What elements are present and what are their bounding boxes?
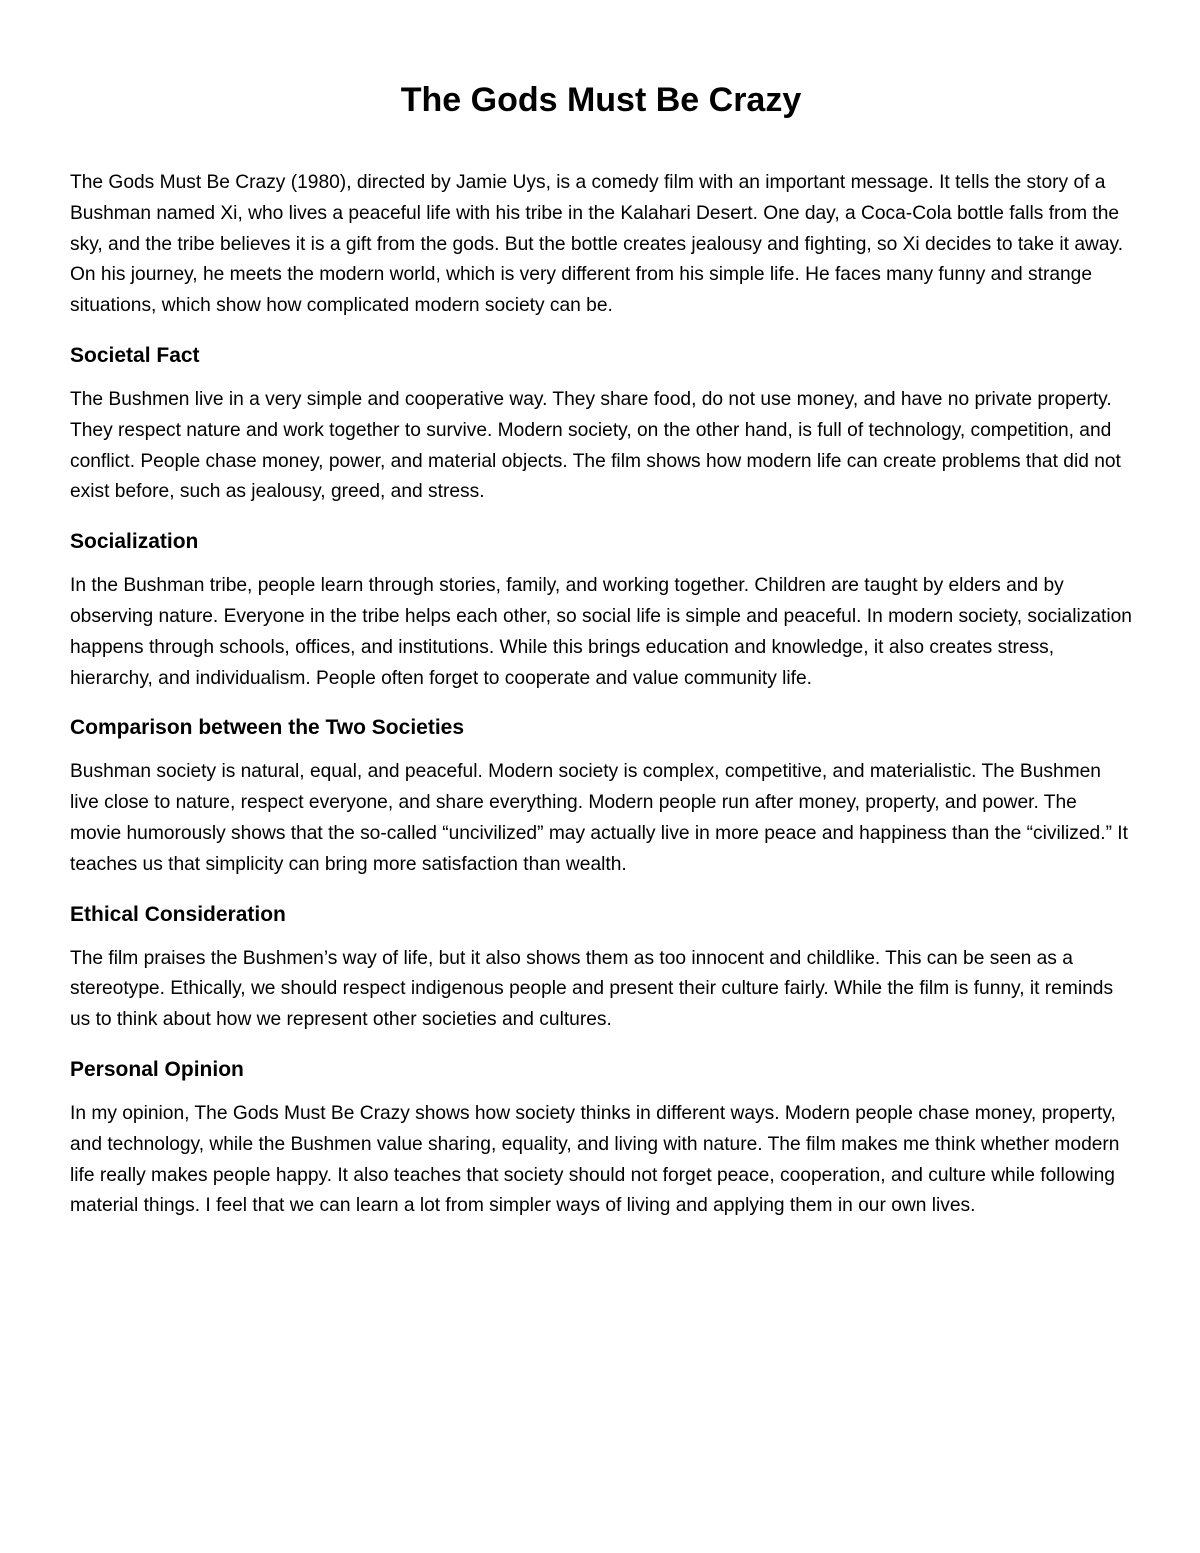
section-body-ethical-consideration: The film praises the Bushmen’s way of life, but it also shows them as too innocent and childlike. This can be seen as a stereotype. Ethically, we should respect indigenous people and present their culture fairly. While the film is funny, it reminds us to think about how we represent other societies and cultures. — [70, 947, 1114, 1031]
document-page — [70, 70, 1132, 1222]
intro-paragraph: The Gods Must Be Crazy (1980), directed by Jamie Uys, is a comedy film with an important message. It tells the story of a Bushman named Xi, who lives a peaceful life with his tribe in the Kalahari Desert. One day, a Coca-Cola bottle falls from the sky, and the tribe believes it is a gift from the gods. But the bottle creates jealousy and fighting, so Xi decides to take it away. On his journey, he meets the modern world, which is very different from his simple life. He faces many funny and strange situations, which show how complicated modern society can be. — [70, 172, 1124, 317]
section-body-societal-fact: The Bushmen live in a very simple and cooperative way. They share food, do not use money, and have no private property. They respect nature and work together to survive. Modern society, on the other hand, is full of technology, competition, and conflict. People chase money, power, and material objects. The film shows how modern life can create problems that did not exist before, such as jealousy, greed, and stress. — [70, 388, 1121, 503]
section-heading-personal-opinion: Personal Opinion — [70, 1057, 244, 1081]
section-body-comparison: Bushman society is natural, equal, and peaceful. Modern society is complex, competitive, and materialistic. The Bushmen live close to nature, respect everyone, and share everything. Modern people run after money, property, and power. The movie humorously shows that the so-called “uncivilized” may actually live in more peace and happiness than the “civilized.” It teaches us that simplicity can bring more satisfaction than wealth. — [70, 761, 1128, 875]
section-heading-ethical-consideration: Ethical Consideration — [70, 902, 286, 926]
section-heading-socialization: Socialization — [70, 530, 199, 554]
section-body-socialization: In the Bushman tribe, people learn through stories, family, and working together. Children are taught by elders and by observing nature. Everyone in the tribe helps each other, so social life is simple and peaceful. In modern society, socialization happens through schools, offices, and institutions. While this brings education and knowledge, it also creates stress, hierarchy, and individualism. People often forget to cooperate and value community life. — [70, 575, 1132, 689]
section-heading-comparison: Comparison between the Two Societies — [70, 716, 465, 740]
page-title: The Gods Must Be Crazy — [400, 81, 802, 119]
section-heading-societal-fact: Societal Fact — [70, 343, 200, 367]
section-body-personal-opinion: In my opinion, The Gods Must Be Crazy shows how society thinks in different ways. Modern people chase money, property, and technology, while the Bushmen value sharing, equality, and living with nature. The film makes me think whether modern life really makes people happy. It also teaches that society should not forget peace, cooperation, and culture while following material things. I feel that we can learn a lot from simpler ways of living and applying them in our own lives. — [70, 1102, 1120, 1217]
